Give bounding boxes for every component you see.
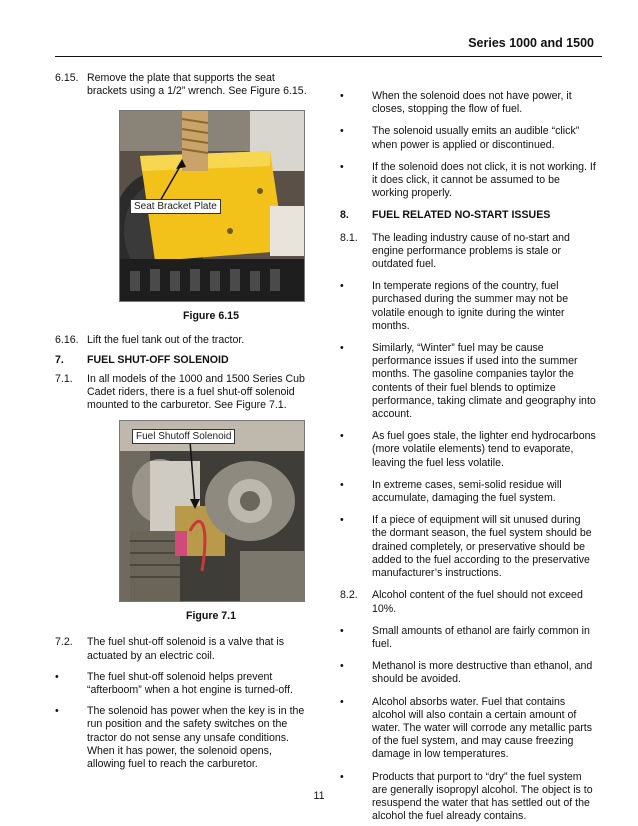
list-item (340, 232, 598, 272)
item-marker: • (340, 125, 344, 138)
step-7-2 (55, 636, 313, 662)
bullet-solenoid-power (55, 705, 313, 771)
right-column (340, 90, 598, 823)
item-marker: • (340, 342, 344, 355)
step-number: 6.15. (55, 72, 79, 84)
bullet-text: The solenoid has power when the key is in the run position and the safety switches on the tractor do not sense any unsafe conditions. When it has power, the solenoid opens, allowing fuel to reach the carburetor. (87, 705, 305, 771)
item-marker: 8. (340, 209, 349, 222)
figure-6-15-caption: Figure 6.15 (183, 310, 239, 323)
item-text: Products that purport to “dry” the fuel system are generally isopropyl alcohol. The object is to resuspend the water that has settled out of the alcohol the fuel already contains. (372, 770, 593, 823)
list-item (340, 625, 598, 651)
header-rule (55, 56, 602, 57)
seat-bracket-plate-callout: Seat Bracket Plate (130, 199, 221, 214)
item-text: Methanol is more destructive than ethanol, and should be avoided. (372, 660, 593, 686)
item-marker: • (340, 695, 344, 708)
item-text: Alcohol content of the fuel should not exceed 10%. (372, 589, 583, 615)
list-item (340, 696, 598, 762)
item-text: Similarly, “Winter” fuel may be cause performance issues if used into the summer months. The gasoline companies taylor the contents of their fuel blends to optimize performance, taking climate and geography into account. (372, 342, 596, 421)
left-column (55, 72, 313, 771)
page-header-title: Series 1000 and 1500 (468, 36, 594, 50)
list-item (340, 90, 598, 116)
bullet-afterboom (55, 671, 313, 697)
section-7-heading (55, 354, 313, 367)
item-marker: • (340, 478, 344, 491)
item-text: As fuel goes stale, the lighter end hydrocarbons (more volatile elements) tend to evaporate, leaving the fuel less volatile. (372, 430, 596, 469)
list-item (340, 161, 598, 201)
item-marker: • (340, 770, 344, 783)
step-7-1 (55, 373, 313, 413)
fuel-shutoff-solenoid-callout: Fuel Shutoff Solenoid (132, 429, 235, 444)
section-title: FUEL SHUT-OFF SOLENOID (87, 353, 229, 366)
step-6-15 (55, 72, 313, 98)
list-item (340, 280, 598, 333)
page-number: 11 (313, 790, 325, 802)
item-marker: • (340, 280, 344, 293)
step-number: 7.1. (55, 372, 73, 385)
item-text: If the solenoid does not click, it is not working. If it does click, it cannot be assumed to be working properly. (372, 160, 596, 200)
step-text: Remove the plate that supports the seat brackets using a 1/2” wrench. See Figure 6.15. (87, 72, 307, 98)
bullet-mark: • (55, 705, 59, 718)
step-6-16 (55, 334, 313, 347)
item-marker: • (340, 660, 344, 673)
figure-6-15-photo (119, 110, 305, 302)
section-heading (340, 209, 598, 222)
figure-7-1-photo (119, 420, 305, 602)
list-item (340, 589, 598, 615)
item-marker: • (340, 430, 344, 443)
list-item (340, 430, 598, 470)
step-text: Lift the fuel tank out of the tractor. (87, 334, 245, 347)
item-text: In extreme cases, semi-solid residue will accumulate, damaging the fuel system. (372, 478, 562, 505)
list-item (340, 125, 598, 151)
list-item (340, 660, 598, 686)
item-text: The solenoid usually emits an audible “click” when power is applied or discontinued. (372, 125, 580, 151)
list-item (340, 342, 598, 421)
item-text: In temperate regions of the country, fuel purchased during the summer may not be volatile enough to ignite during the winter months. (372, 280, 569, 332)
step-number: 7.2. (55, 636, 73, 649)
item-text: FUEL RELATED NO-START ISSUES (372, 209, 551, 222)
item-text: Small amounts of ethanol are fairly common in fuel. (372, 624, 590, 650)
item-marker: • (340, 160, 344, 173)
fuel-solenoid-photo-illustration (120, 421, 304, 601)
step-number: 6.16. (55, 334, 79, 347)
bullet-mark: • (55, 670, 59, 683)
figure-7-1-caption: Figure 7.1 (185, 610, 237, 623)
item-text: If a piece of equipment will sit unused during the dormant season, the fuel system should be drained completely, or preservative should be added to the fuel according to the preservative manufacturer’s instructions. (372, 514, 592, 580)
item-marker: 8.1. (340, 231, 358, 244)
step-text: The fuel shut-off solenoid is a valve that is actuated by an electric coil. (87, 636, 285, 662)
list-item (340, 514, 598, 580)
item-marker: • (340, 90, 344, 102)
item-marker: 8.2. (340, 589, 358, 602)
item-marker: • (340, 624, 344, 637)
step-text: In all models of the 1000 and 1500 Series Cub Cadet riders, there is a fuel shut-off solenoid mounted to the carburetor. See Figure 7.1. (87, 372, 305, 412)
section-number: 7. (55, 353, 64, 366)
item-marker: • (340, 514, 344, 527)
bullet-text: The fuel shut-off solenoid helps prevent “afterboom” when a hot engine is turned-off. (87, 670, 293, 697)
list-item (340, 479, 598, 505)
item-text: The leading industry cause of no-start and engine performance problems is stale or outdated fuel. (372, 231, 570, 271)
item-text: When the solenoid does not have power, it closes, stopping the flow of fuel. (372, 90, 572, 116)
item-text: Alcohol absorbs water. Fuel that contains alcohol will also contain a certain amount of water. The water will corrode any metallic parts of the fuel system, and may cause freezing damage in low temperatures. (372, 695, 593, 761)
